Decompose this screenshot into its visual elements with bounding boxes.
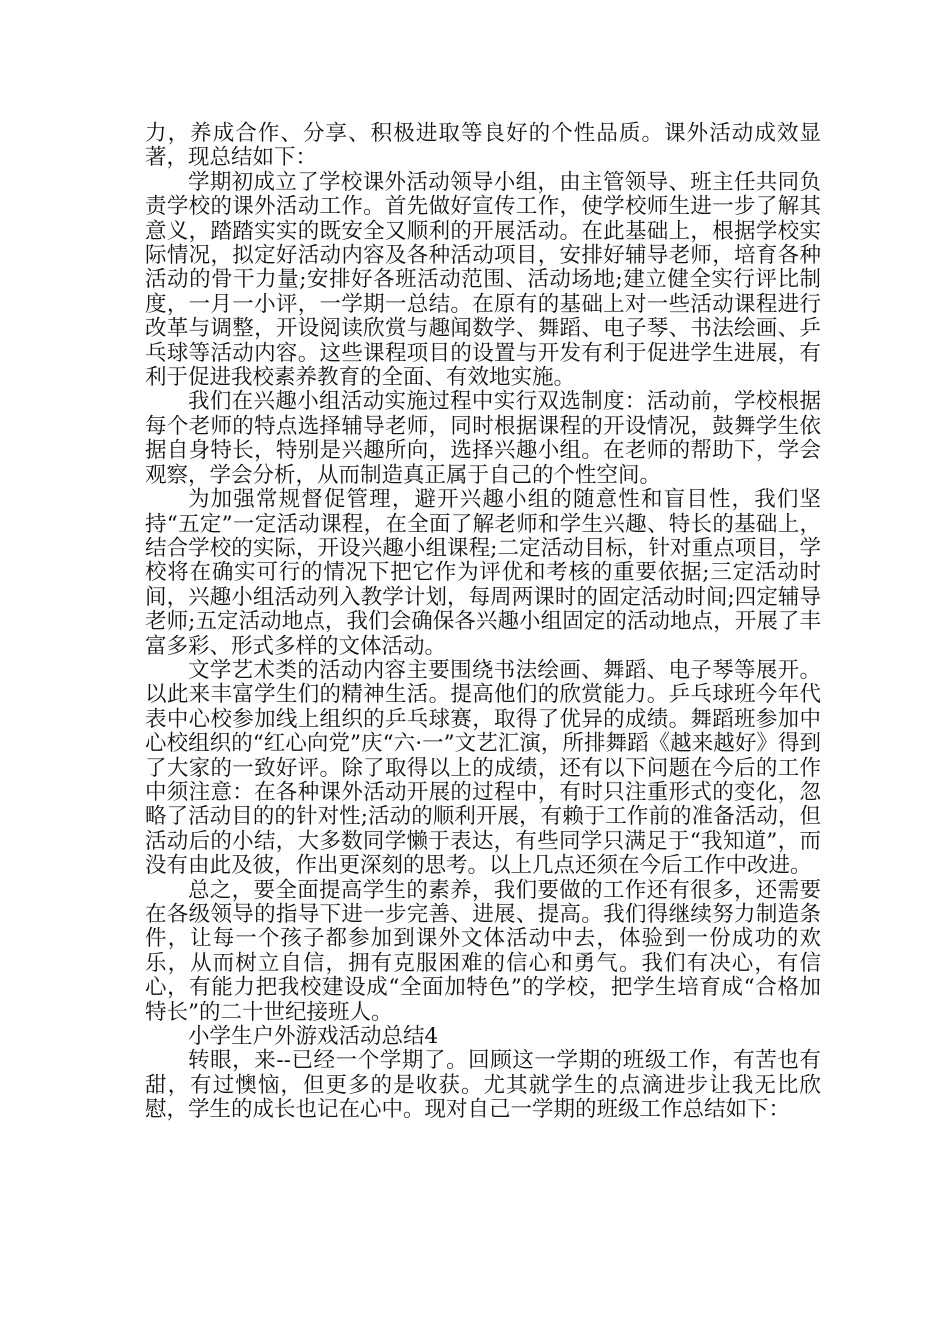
paragraph-leadership-group: 学期初成立了学校课外活动领导小组，由主管领导、班主任共同负责学校的课外活动工作。首先做好宣传工作，使学校师生进一步了解其意义，踏踏实实的既安全又顺利的开展活动。在此基础上，根据学校实际情况，拟定好活动内容及各种活动项目，安排好辅导老师，培育各种活动的骨干力量;安排好各班活动范围、活动场地;建立健全实行评比制度，一月一小评，一学期一总结。在原有的基础上对一些活动课程进行改革与调整，开设阅读欣赏与趣闻数学、舞蹈、电子琴、书法绘画、乒乓球等活动内容。这些课程项目的设置与开发有利于促进学生进展，有利于促进我校素养教育的全面、有效地实施。 — [145, 169, 821, 391]
document-body — [145, 122, 821, 1123]
paragraph-dual-selection: 我们在兴趣小组活动实施过程中实行双选制度：活动前，学校根据每个老师的特点选择辅导老师，同时根据课程的开设情况，鼓舞学生依据自身特长，特别是兴趣所向，选择兴趣小组。在老师的帮助下，学会观察，学会分析，从而制造真正属于自己的个性空间。 — [145, 389, 821, 488]
paragraph-new-section: 转眼，来--已经一个学期了。回顾这一学期的班级工作，有苦也有甜，有过懊恼，但更多的是收获。尤其就学生的点滴进步让我无比欣慰，学生的成长也记在心中。现对自己一学期的班级工作总结如下： — [145, 1048, 821, 1123]
paragraph-continuation: 力，养成合作、分享、积极进取等良好的个性品质。课外活动成效显著，现总结如下： — [145, 121, 821, 171]
section-heading: 小学生户外游戏活动总结4 — [188, 1024, 439, 1050]
paragraph-arts-activities: 文学艺术类的活动内容主要围绕书法绘画、舞蹈、电子琴等展开。以此来丰富学生们的精神生活。提高他们的欣赏能力。乒乓球班今年代表中心校参加线上组织的乒乓球赛，取得了优异的成绩。舞蹈班参加中心校组织的“红心向党”庆“六·一”文艺汇演，所排舞蹈《越来越好》得到了大家的一致好评。除了取得以上的成绩，还有以下问题在今后的工作中须注意：在各种课外活动开展的过程中，有时只注重形式的变化，忽略了活动目的的针对性;活动的顺利开展，有赖于工作前的准备活动，但活动后的小结，大多数同学懒于表达，有些同学只满足于“我知道”，而没有由此及彼，作出更深刻的思考。以上几点还须在今后工作中改进。 — [145, 657, 821, 879]
paragraph-conclusion: 总之，要全面提高学生的素养，我们要做的工作还有很多，还需要在各级领导的指导下进一步完善、进展、提高。我们得继续努力制造条件，让每一个孩子都参加到课外文体活动中去，体验到一份成功的欢乐，从而树立自信，拥有克服困难的信心和勇气。我们有决心，有信心，有能力把我校建设成“全面加特色”的学校，把学生培育成“合格加特长”的二十世纪接班人。 — [145, 877, 821, 1025]
paragraph-five-fixed: 为加强常规督促管理，避开兴趣小组的随意性和盲目性，我们坚持“五定”一定活动课程，在全面了解老师和学生兴趣、特长的基础上，结合学校的实际，开设兴趣小组课程;二定活动目标，针对重点项目，学校将在确实可行的情况下把它作为评优和考核的重要依据;三定活动时间，兴趣小组活动列入教学计划，每周两课时的固定活动时间;四定辅导老师;五定活动地点，我们会确保各兴趣小组固定的活动地点，开展了丰富多彩、形式多样的文体活动。 — [145, 487, 821, 659]
